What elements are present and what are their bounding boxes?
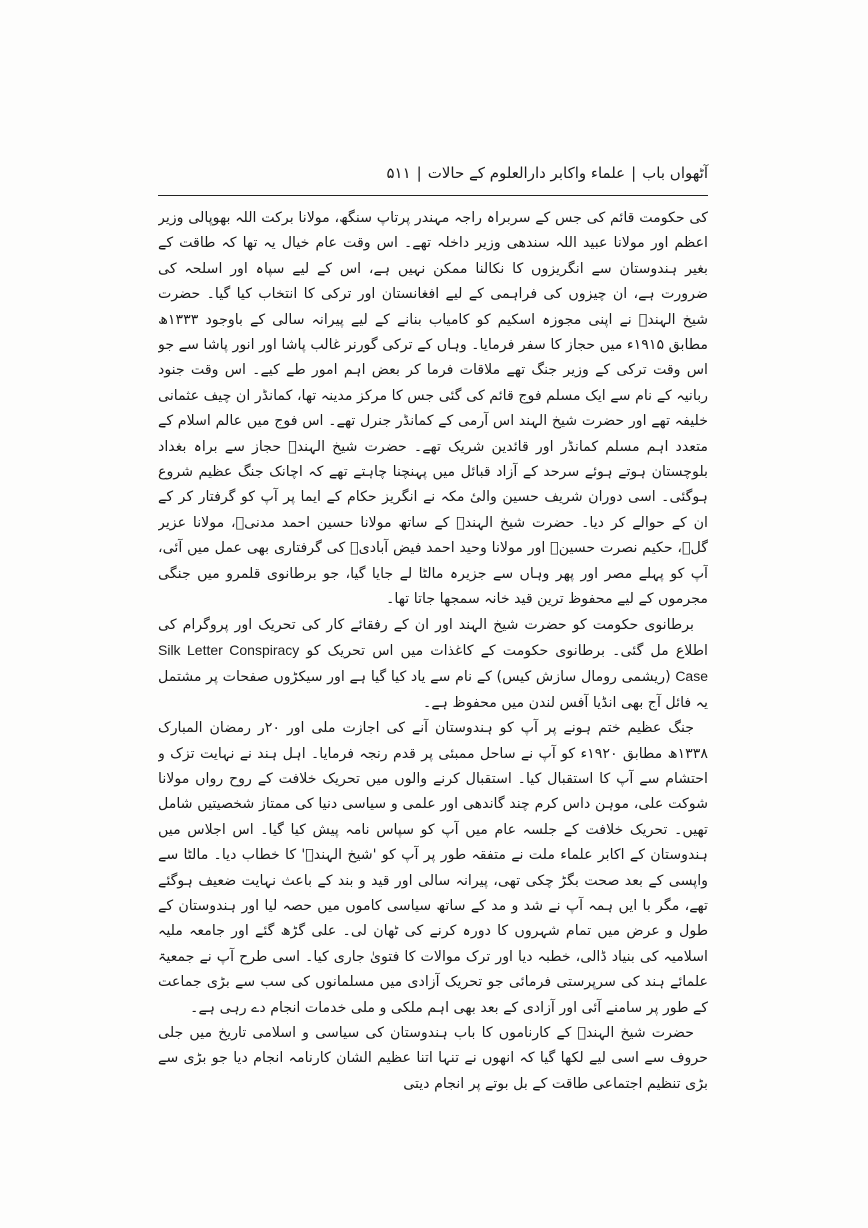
header-rule — [158, 195, 708, 196]
header-title: علماء واکابر دارالعلوم کے حالات — [427, 164, 626, 182]
paragraph-2-after: (ریشمی رومال سازش کیس) کے نام سے یاد کیا گیا ہے اور سیکڑوں صفحات پر مشتمل یہ فائل آج بھی انڈیا آفس لندن میں محفوظ ہے۔ — [158, 669, 708, 711]
page-number: ۵۱۱ — [386, 164, 411, 182]
body-text — [158, 206, 708, 1156]
paragraph-4: حضرت شیخ الہندؒ کے کارناموں کا باب ہندوستان کی سیاسی و اسلامی تاریخ میں جلی حروف سے اسی لیے لکھا گیا کہ انھوں نے تنہا اتنا عظیم الشان کارنامہ انجام دیا جو بڑی سے بڑی تنظیم اجتماعی طاقت کے بل بوتے پر انجام دیتی — [158, 1025, 708, 1092]
running-header — [158, 158, 708, 188]
english-case-title: Silk Letter Conspiracy Case — [158, 641, 708, 685]
paragraph-2-before: برطانوی حکومت کو حضرت شیخ الہند اور ان کے رفقائے کار کی تحریک اور پروگرام کی اطلاع مل گئی۔ برطانوی حکومت کے کاغذات میں اس تحریک کو — [158, 616, 708, 659]
header-separator: | — [631, 164, 637, 182]
header-separator: | — [416, 164, 422, 182]
chapter-label: آٹھواں باب — [642, 164, 708, 182]
paragraph-2 — [158, 613, 708, 717]
paragraph-1: کی حکومت قائم کی جس کے سربراہ راجہ مہندر پرتاپ سنگھ، مولانا برکت اللہ بھوپالی وزیر اعظم اور مولانا عبید اللہ سندھی وزیر داخلہ تھے۔ اس وقت عام خیال یہ تھا کہ طاقت کے بغیر ہندوستان سے انگریزوں کا نکالنا ممکن نہیں ہے، اس کے لیے سپاہ اور اسلحہ کی ضرورت ہے، ان چیزوں کی فراہمی کے لیے افغانستان اور ترکی کا انتخاب کیا گیا۔ حضرت شیخ الہندؒ نے اپنی مجوزہ اسکیم کو کامیاب بنانے کے لیے پیرانہ سالی کے باوجود ۱۳۳۳ھ مطابق ۱۹۱۵ء میں حجاز کا سفر فرمایا۔ وہاں کے ترکی گورنر غالب پاشا اور انور پاشا سے جو اس وقت ترکی کے وزیر جنگ تھے ملاقات فرما کر بعض اہم امور طے کیے۔ اس وقت جنود ربانیہ کے نام سے ایک مسلم فوج قائم کی گئی جس کا مرکز مدینہ تھا، کمانڈر ان چیف عثمانی خلیفہ تھے اور حضرت شیخ الہند اس آرمی کے کمانڈر جنرل تھے۔ اس فوج میں عالم اسلام کے متعدد اہم مسلم کمانڈر اور قائدین شریک تھے۔ حضرت شیخ الہندؒ حجاز سے براہ بغداد بلوچستان ہوتے ہوئے سرحد کے آزاد قبائل میں پہنچنا چاہتے تھے کہ اچانک جنگ عظیم شروع ہوگئی۔ اسی دوران شریف حسین والیٔ مکہ نے انگریز حکام کے ایما پر آپ کو گرفتار کر کے ان کے حوالے کر دیا۔ حضرت شیخ الہندؒ کے ساتھ مولانا حسین احمد مدنیؒ، مولانا عزیر گلؒ، حکیم نصرت حسینؒ اور مولانا وحید احمد فیض آبادیؒ کی گرفتاری بھی عمل میں آئی، آپ کو پہلے مصر اور پھر وہاں سے جزیرہ مالٹا لے جایا گیا، جو برطانوی قلمرو میں جنگی مجرموں کے لیے محفوظ ترین قید خانہ سمجھا جاتا تھا۔ — [158, 210, 708, 608]
paragraph-3: جنگ عظیم ختم ہونے پر آپ کو ہندوستان آنے کی اجازت ملی اور ۲۰ر رمضان المبارک ۱۳۳۸ھ مطابق ۱۹۲۰ء کو آپ نے ساحل ممبئی پر قدم رنجہ فرمایا۔ اہل ہند نے نہایت تزک و احتشام سے آپ کا استقبال کیا۔ استقبال کرنے والوں میں تحریک خلافت کے روح رواں مولانا شوکت علی، موہن داس کرم چند گاندھی اور علمی و سیاسی دنیا کی ممتاز شخصیتیں شامل تھیں۔ تحریک خلافت کے جلسہ عام میں آپ کو سپاس نامہ پیش کیا گیا۔ اس اجلاس میں ہندوستان کے اکابر علماء ملت نے متفقہ طور پر آپ کو 'شیخ الہندؒ' کا خطاب دیا۔ مالٹا سے واپسی کے بعد صحت بگڑ چکی تھی، پیرانہ سالی اور قید و بند کے باعث نہایت ضعیف ہوگئے تھے، مگر با ایں ہمہ آپ نے شد و مد کے ساتھ سیاسی کاموں میں حصہ لیا اور ہندوستان کے طول و عرض میں تمام شہروں کا دورہ کرنے کی ٹھان لی۔ علی گڑھ گئے اور جامعہ ملیہ اسلامیہ کی بنیاد ڈالی، خطبہ دیا اور ترک موالات کا فتویٰ جاری کیا۔ اسی طرح آپ نے جمعیۃ علمائے ہند کی سرپرستی فرمائی جو تحریک آزادی میں مسلمانوں کی سب سے بڑی جماعت کے طور پر سامنے آئی اور آزادی کے بعد بھی اہم ملکی و ملی خدمات انجام دے رہی ہے۔ — [158, 720, 708, 1016]
